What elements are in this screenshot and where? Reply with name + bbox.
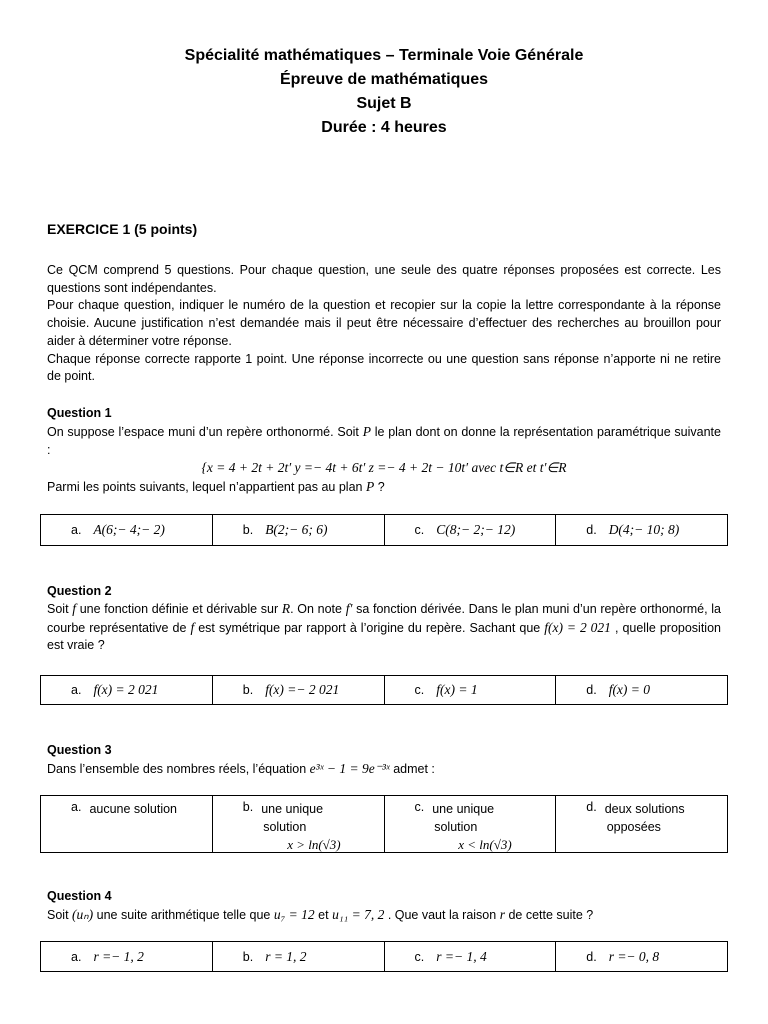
question-4-answers — [40, 941, 728, 972]
question-3-answers — [40, 795, 728, 853]
answer-option: d. f(x) = 0 — [586, 682, 651, 697]
q1-question-b: ? — [377, 480, 385, 495]
answer-option: a. f(x) = 2 021 — [41, 676, 213, 704]
q1-text-a: On suppose l’espace muni d’un repère orthonormé. Soit — [47, 425, 359, 439]
q1-text-b: le plan dont on donne la représentation paramétrique suivante : — [47, 425, 721, 457]
question-3-title: Question 3 — [47, 743, 112, 757]
answer-option: d. r =− 0, 8 — [586, 948, 660, 964]
answer-option: a. A(6;− 4;− 2) — [41, 515, 213, 545]
question-1-answers — [40, 514, 728, 546]
intro-paragraph: Pour chaque question, indiquer le numéro de la question et recopier sur la copie la lettre correspondante à la réponse choisie. Aucune justification n’est demandée mais il peut être nécessaire d’effectuer des recherches au brouillon pour aider à déterminer votre réponse. — [47, 298, 721, 348]
intro-paragraph: Chaque réponse correcte rapporte 1 point. Une réponse incorrecte ou une question sans réponse n’apporte ni ne retire de point. — [47, 351, 721, 384]
header-line-1: Spécialité mathématiques – Terminale Voie Générale — [184, 47, 584, 64]
question-2-title: Question 2 — [47, 584, 112, 598]
exercise-title: EXERCICE 1 (5 points) — [47, 221, 198, 237]
q1-question-a: Parmi les points suivants, lequel n’appartient pas au plan — [47, 480, 363, 495]
answer-option: c. r =− 1, 4 — [385, 942, 557, 971]
answer-option: c. une unique solution x < ln(√3) — [385, 796, 557, 852]
answer-option: a. r =− 1, 2 — [41, 942, 213, 971]
question-4-title: Question 4 — [47, 889, 112, 903]
q1-system: {x = 4 + 2t + 2t′ y =− 4t + 6t′ z =− 4 + 2t − 10t′ avec t∈R et t′∈R — [201, 460, 567, 476]
document-header — [0, 44, 768, 140]
answer-option: d. D(4;− 10; 8) — [586, 522, 680, 537]
answer-option: c. f(x) = 1 — [385, 676, 557, 704]
question-1-text — [47, 423, 721, 497]
question-2-answers — [40, 675, 728, 705]
question-1-title: Question 1 — [47, 406, 112, 420]
answer-option: b. r = 1, 2 — [213, 942, 385, 971]
header-line-3: Sujet B — [356, 95, 412, 112]
question-3-text: Dans l’ensemble des nombres réels, l’équation e³ˣ − 1 = 9e⁻³ˣ admet : — [47, 761, 435, 776]
question-2-text: Soit f une fonction définie et dérivable sur R. On note f′ sa fonction dérivée. Dans le plan muni d’un repère orthonormé, la courbe représentative de f est symétrique par rapport à l’origine du repère. Sachant que f(x) = 2 021 , quelle proposition est vraie ? — [47, 601, 721, 653]
answer-option: b. B(2;− 6; 6) — [213, 515, 385, 545]
header-line-2: Épreuve de mathématiques — [279, 71, 489, 88]
intro-paragraph: Ce QCM comprend 5 questions. Pour chaque question, une seule des quatre réponses proposées est correcte. Les questions sont indépendantes. — [47, 263, 721, 295]
header-line-4: Durée : 4 heures — [321, 119, 447, 136]
q1-plane: P — [362, 424, 371, 439]
exercise-intro — [47, 262, 721, 386]
q1-plane-ref: P — [365, 479, 375, 495]
answer-option: a. aucune solution — [41, 796, 213, 852]
answer-option: b. f(x) =− 2 021 — [213, 676, 385, 704]
answer-option: d. deux solutions opposées — [586, 800, 685, 834]
answer-option: c. C(8;− 2;− 12) — [385, 515, 557, 545]
question-4-text: Soit (uₙ) une suite arithmétique telle que u₇ = 12 et u₁₁ = 7, 2 . Que vaut la raison r de cette suite ? — [47, 907, 594, 922]
answer-option: b. une unique solution x > ln(√3) — [213, 796, 385, 852]
